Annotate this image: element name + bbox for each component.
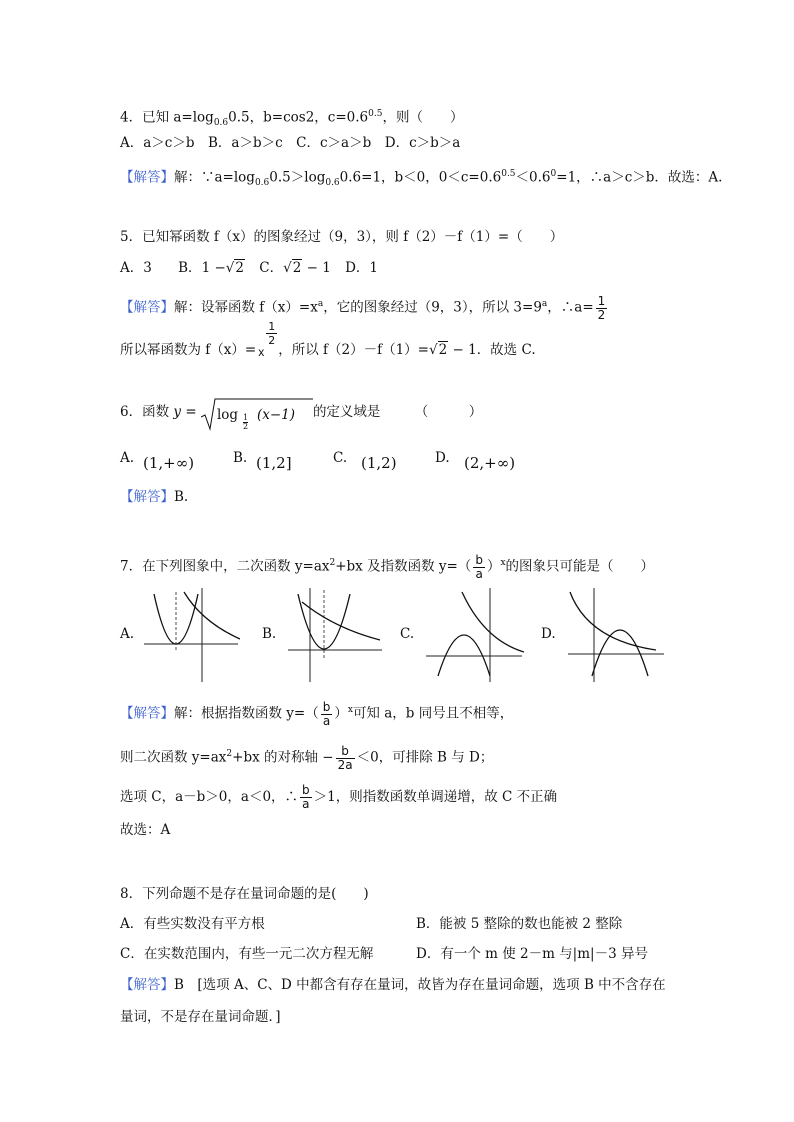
q5-opt-c-expr: − 1 xyxy=(302,260,331,276)
q8-opt-d: D．有一个 m 使 2－m 与|m|－3 异号 xyxy=(416,946,648,962)
graph-label-a: A. xyxy=(120,626,135,642)
q5-opt-b-expr: 1 − xyxy=(201,260,226,276)
frac-num: b xyxy=(322,699,331,714)
q4-sub: 0.6 xyxy=(213,118,229,129)
q7-answer-line4: 故选：A xyxy=(120,822,171,838)
sqrt-symbol: √2 xyxy=(283,260,302,276)
q6-opt-a xyxy=(120,448,134,468)
frac-num: 1 xyxy=(597,293,606,308)
parabola xyxy=(592,630,648,676)
q6-stem-text: 6．函数 xyxy=(120,404,170,420)
q7-sup2: x xyxy=(500,558,506,568)
answer-tag: 【解答】 xyxy=(120,977,174,993)
q5-answer-text2: ，它的图象经过（9，3），所以 3=9 xyxy=(323,299,542,316)
q4-stem xyxy=(120,104,463,133)
graph-label-c: C. xyxy=(400,626,415,642)
frac-den: a xyxy=(475,566,483,581)
graph-label-b: B. xyxy=(262,626,277,642)
b-over-2a xyxy=(336,745,355,772)
frac-den: 2 xyxy=(268,334,276,347)
q6-answer xyxy=(120,487,188,507)
sqrt-arg: 2 xyxy=(235,260,244,276)
frac-den: 2a xyxy=(337,757,353,772)
x-half-power xyxy=(256,320,278,359)
q6-opt-a-val: (1,+∞) xyxy=(143,454,195,472)
q5-answer2-text2: ，所以 f（2）－f（1）= xyxy=(278,342,429,358)
graph-d xyxy=(566,584,666,684)
frac-den: a xyxy=(322,713,331,728)
q4-stem-tail: ，则（ ） xyxy=(382,109,464,126)
half-fraction xyxy=(596,295,608,322)
q4-answer-p1: 解：∵a=log xyxy=(174,169,255,186)
graph-b xyxy=(284,584,384,684)
q7-answer2-text: 则二次函数 y=ax xyxy=(120,749,227,766)
q6-paren: （ ） xyxy=(414,404,483,420)
q5-answer-sup: a xyxy=(317,299,324,309)
log-arg: (x−1) xyxy=(256,406,295,423)
q6-opt-b: B. xyxy=(233,450,248,466)
q5-opt-a: A．3 xyxy=(120,260,152,276)
frac-num: b xyxy=(336,745,355,759)
q4-answer-sup1: 0.5 xyxy=(501,169,516,179)
q4-answer-sub2: 0.6 xyxy=(325,178,340,189)
q8-answer-line2: 量词，不是存在量词命题．] xyxy=(120,1009,281,1025)
exponent-fraction xyxy=(266,320,277,347)
q7-answer2-sup: 2 xyxy=(226,749,233,759)
q4-answer-p4: ＜0.6 xyxy=(515,169,551,186)
q4-answer-p3: 0.6=1，b＜0，0＜c=0.6 xyxy=(339,169,502,186)
sqrt-symbol: √2 xyxy=(429,342,448,358)
q5-stem: 5．已知幂函数 f（x）的图象经过（9，3），则 f（2）－f（1）=（ ） xyxy=(120,229,564,245)
answer-tag: 【解答】 xyxy=(120,705,174,722)
q7-answer-text2: ） xyxy=(334,705,348,722)
q7-answer2-text2: +bx 的对称轴 xyxy=(232,749,318,766)
q7-answer-text3: 可知 a，b 同号且不相等， xyxy=(352,705,514,722)
frac-num: 1 xyxy=(268,320,276,333)
q5-options xyxy=(120,258,378,278)
opt-label: A. xyxy=(120,450,135,466)
q4-answer-sup2: 0 xyxy=(550,169,557,179)
q8-opt-b: B．能被 5 整除的数也能被 2 整除 xyxy=(416,916,623,932)
q7-answer-line3 xyxy=(120,784,557,811)
q7-stem xyxy=(120,553,654,581)
q4-answer xyxy=(120,164,722,193)
q5-answer-line2 xyxy=(120,320,536,360)
exp-curve xyxy=(570,592,656,650)
q4-answer-p2: 0.5＞log xyxy=(269,169,326,186)
base-x: x xyxy=(258,345,265,359)
frac-num: b xyxy=(302,783,310,797)
q7-answer-text: 解：根据指数函数 y=（ xyxy=(174,705,319,722)
frac-num: b xyxy=(475,552,483,567)
exp-curve xyxy=(462,592,524,652)
q7-stem-tail: 的图象只可能是（ ） xyxy=(505,558,655,575)
q5-answer2-tail: ．故选 C. xyxy=(476,342,536,358)
q8-opt-a: A．有些实数没有平方根 xyxy=(120,916,265,932)
q5-answer-text3: ，∴a= xyxy=(547,299,594,316)
graph-a xyxy=(140,584,240,684)
sqrt-log-expr xyxy=(201,403,313,431)
q5-opt-b-label: B． xyxy=(178,260,202,276)
q6-opt-c-val: (1,2) xyxy=(361,454,397,472)
q7-stem-text3: ） xyxy=(486,558,501,575)
q4-options: A．a＞c＞b B．a＞b＞c C．c＞a＞b D．c＞b＞a xyxy=(120,135,461,151)
q4-answer-p5: =1，∴a＞c＞b．故选：A. xyxy=(556,169,723,186)
q5-answer2-expr: − 1 xyxy=(448,342,477,358)
q6-opt-c: C. xyxy=(333,450,348,466)
answer-tag: 【解答】 xyxy=(120,489,174,505)
q6-answer-text: B. xyxy=(174,489,189,505)
q7-answer3-tail: ＞1，则指数函数单调递增，故 C 不正确 xyxy=(313,789,558,805)
sqrt-arg: 2 xyxy=(438,342,448,358)
q4-answer-sub1: 0.6 xyxy=(254,178,270,189)
b-over-a xyxy=(300,784,312,811)
q8-stem: 8．下列命题不是存在量词命题的是( ) xyxy=(120,886,369,902)
q5-answer-line1 xyxy=(120,294,609,322)
q5-answer2-text: 所以幂函数为 f（x）= xyxy=(120,342,257,358)
log-text: log xyxy=(216,406,239,423)
minus-sign: − xyxy=(322,749,334,766)
q7-stem-text: 7．在下列图象中，二次函数 y=ax xyxy=(120,558,330,575)
q7-answer-line2 xyxy=(120,744,493,772)
answer-tag: 【解答】 xyxy=(120,299,174,316)
q7-answer3-text: 选项 C，a－b＞0，a＜0，∴ xyxy=(120,789,299,805)
q8-answer-text: B [选项 A、C、D 中都含有存在量词，故皆为存在量词命题，选项 B 中不含存在 xyxy=(174,977,666,993)
graph-label-d: D. xyxy=(541,626,556,642)
b-over-a xyxy=(321,701,333,728)
q5-opt-d: D．1 xyxy=(345,260,379,276)
q6-stem: 6．函数 y = log $\frac{1}{2}$ (x−1) 的定义域是 （ ） xyxy=(120,402,482,423)
q8-opt-c: C．在实数范围内，有些一元二次方程无解 xyxy=(120,946,374,962)
graph-c xyxy=(424,584,524,684)
base-den: 2 xyxy=(242,421,249,431)
q6-opt-d: D. xyxy=(435,450,450,466)
q7-answer-sup: x xyxy=(347,705,353,715)
base-num: 1 xyxy=(242,412,249,422)
q5-answer-sup2: a xyxy=(541,299,548,309)
answer-tag: 【解答】 xyxy=(120,169,174,186)
q4-stem-text: 4．已知 a=log xyxy=(120,109,214,126)
frac-den: 2 xyxy=(597,307,606,322)
q6-opt-d-val: (2,+∞) xyxy=(464,454,516,472)
func-y: y xyxy=(173,404,182,420)
log-base xyxy=(243,414,248,431)
sqrt-symbol: √2 xyxy=(225,260,244,276)
q5-answer-text: 解：设幂函数 f（x）=x xyxy=(174,299,318,316)
q4-stem-text2: 0.5，b=cos2，c=0.6 xyxy=(228,109,369,126)
q8-answer-line1 xyxy=(120,975,666,995)
q5-opt-c-label: C． xyxy=(259,260,284,276)
exp-curve xyxy=(302,602,380,640)
frac-den: a xyxy=(302,797,310,811)
q7-sup: 2 xyxy=(329,558,336,568)
q6-opt-b-val: (1,2] xyxy=(256,454,292,472)
sqrt-arg: 2 xyxy=(292,260,302,276)
q7-stem-text2: +bx 及指数函数 y=（ xyxy=(335,558,472,575)
q7-answer-line1 xyxy=(120,700,513,728)
q6-stem-text2: 的定义域是 xyxy=(312,404,381,420)
b-over-a xyxy=(473,554,485,581)
q4-sup: 0.5 xyxy=(368,109,383,119)
q7-answer2-tail: ＜0，可排除 B 与 D； xyxy=(356,749,494,766)
